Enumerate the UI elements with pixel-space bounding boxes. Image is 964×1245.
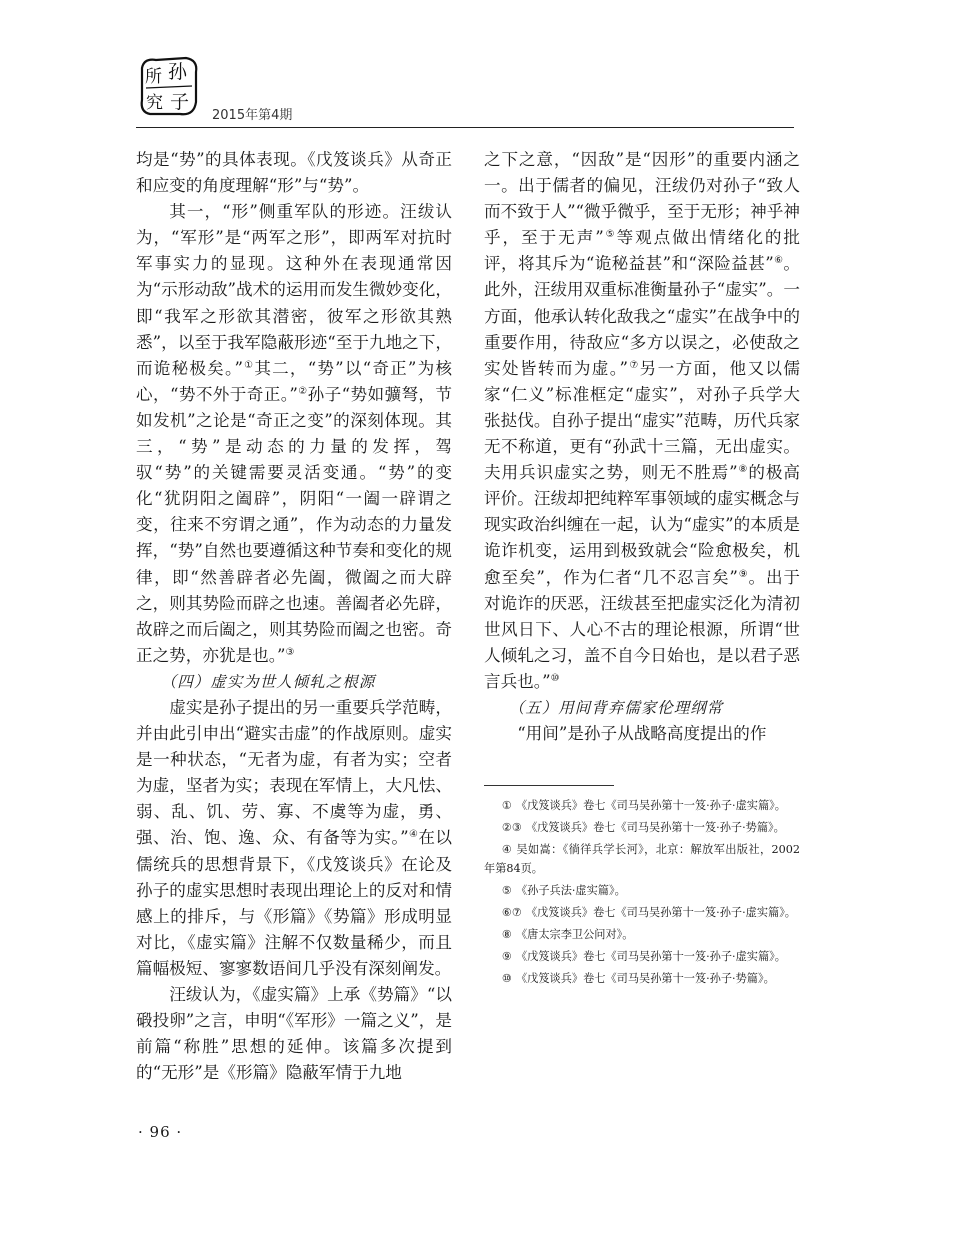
footnote-mark: ④: [501, 843, 513, 856]
footnote-ref[interactable]: ①: [242, 359, 255, 371]
footnote-text: 《戊笈谈兵》卷七《司马吴孙第十一笈·孙子·虚实篇》。: [515, 949, 786, 963]
header-rule: [136, 127, 794, 128]
footnote-mark: ⑩: [501, 971, 512, 985]
footnote-mark: ①: [501, 799, 512, 812]
svg-text:子: 子: [170, 91, 190, 113]
footnote-ref[interactable]: ⑤: [603, 229, 617, 241]
footnote-item: [484, 948, 800, 967]
footnote-ref[interactable]: ⑥: [773, 255, 784, 267]
footnote-item: [484, 797, 800, 816]
right-column: [484, 147, 800, 747]
footnotes: [484, 797, 800, 992]
footnote-mark: ⑨: [501, 949, 512, 963]
journal-logo: [136, 54, 202, 120]
svg-text:究: 究: [146, 93, 163, 113]
footnote-ref[interactable]: ②: [297, 385, 308, 397]
paragraph: 虚实是孙子提出的另一重要兵学范畴，并由此引申出“避实击虚”的作战原则。虚实是一种状态，“无者为虚，有者为实；空者为虚，坚者为实；表现在军情上，大凡怯、弱、乱、饥、劳、寡、不虞等为虚，勇、强、治、饱、逸、众、有备等为实。”④在以儒统兵的思想背景下，《戊笈谈兵》在论及孙子的虚实思想时表现出理论上的反对和情感上的排斥，与《形篇》《势篇》形成明显对比，《虚实篇》注解不仅数量稀少，而且篇幅极短、寥寥数语间几乎没有深刻阐发。: [136, 697, 453, 978]
footnote-text: 《戊笈谈兵》卷七《司马吴孙第十一笈·孙子·虚实篇》。: [515, 799, 786, 812]
section-heading: （五）用间背弃儒家伦理纲常: [508, 698, 724, 717]
paragraph: 之下之意，“因敌”是“因形”的重要内涵之一。出于儒者的偏见，汪绂仍对孙子“致人而不致于人”“微乎微乎，至于无形；神乎神乎，至于无声”⑤等观点做出情绪化的批评，将其斥为“诡秘益甚”和“深险益甚”⑥。此外，汪绂用双重标准衡量孙子“虚实”。一方面，他承认转化敌我之“虚实”在战争中的重要作用，待敌应“多方以误之，必使敌之实处皆转而为虚。”⑦另一方面，他又以儒家“仁义”标准框定“虚实”，对孙子兵学大张挞伐。自孙子提出“虚实”范畴，历代兵家无不称道，更有“孙武十三篇，无出虚实。夫用兵识虚实之势，则无不胜焉”⑧的极高评价。汪绂却把纯粹军事领域的虚实概念与现实政治纠缠在一起，认为“虚实”的本质是诡诈机变，运用到极致就会“险愈极矣，机愈至矣”，作为仁者“几不忍言矣”⑨。出于对诡诈的厌恶，汪绂甚至把虚实泛化为清初世风日下、人心不古的理论根源，所谓“世人倾轧之习，盖不自今日始也，是以君子恶言兵也。”⑩: [484, 150, 801, 691]
footnote-mark: ⑤: [501, 883, 512, 897]
footnote-ref[interactable]: ④: [408, 829, 419, 841]
page-number: · 96 ·: [138, 1123, 183, 1141]
footnote-text: 《戊笈谈兵》卷七《司马吴孙第十一笈·孙子·势篇》。: [525, 821, 785, 834]
footnote-item: [484, 926, 800, 945]
footnote-mark: ⑧: [501, 927, 512, 941]
footnote-text: 《孙子兵法·虚实篇》。: [515, 883, 626, 897]
paragraph: 汪绂认为，《虚实篇》上承《势篇》“以碫投卵”之言，申明“《军形》一篇之义”，是前篇“称胜”思想的延伸。该篇多次提到的“无形”是《形篇》隐蔽军情于九地: [136, 985, 452, 1083]
footnote-text: 《唐太宗李卫公问对》。: [515, 927, 634, 941]
footnote-ref[interactable]: ⑦: [627, 359, 640, 371]
paragraph: 均是“势”的具体表现。《戊笈谈兵》从奇正和应变的角度理解“形”与“势”。: [136, 150, 452, 196]
footnote-item: [484, 970, 800, 989]
footnote-ref[interactable]: ⑧: [737, 464, 749, 476]
footnote-mark: ②③: [501, 821, 522, 834]
svg-text:所: 所: [145, 67, 162, 87]
section-heading: （四）虚实为世人倾轧之根源: [160, 672, 376, 691]
paragraph: 其一，“形”侧重军队的形迹。汪绂认为，“军形”是“两军之形”，即两军对抗时军事实力的显现。这种外在表现通常因为“示形动敌”战术的运用而发生微妙变化，即“我军之形欲其潜密，彼军之形欲其熟悉”，以至于我军隐蔽形迹“至于九地之下，而诡秘极矣。”①其二，“势”以“奇正”为核心，“势不外于奇正。”②孙子“势如彍弩，节如发机”之论是“奇正之变”的深刻体现。其三，“势”是动态的力量的发挥，驾驭“势”的关键需要灵活变通。“势”的变化“犹阴阳之阖辟”，阴阳“一阖一辟谓之变，往来不穷谓之通”，作为动态的力量发挥，“势”自然也要遵循这种节奏和变化的规律，即“然善辟者必先阖，微阖之而大辟之，则其势险而辟之也速。善阖者必先辟，故辟之而后阖之，则其势险而阖之也密。奇正之势，亦犹是也。”③: [136, 202, 453, 665]
footnote-ref[interactable]: ③: [285, 646, 295, 658]
svg-text:孙: 孙: [168, 61, 188, 83]
issue-label: 2015年第4期: [212, 108, 293, 123]
paragraph: “用间”是孙子从战略高度提出的作: [517, 724, 767, 744]
left-column: [136, 147, 452, 1086]
footnote-text: 《戊笈谈兵》卷七《司马吴孙第十一笈·孙子·势篇》。: [515, 971, 775, 985]
footnote-item: [484, 882, 800, 901]
footnote-mark: ⑥⑦: [501, 905, 522, 919]
footnote-ref[interactable]: ⑨: [737, 568, 749, 580]
footnote-ref[interactable]: ⑩: [550, 672, 560, 684]
footnote-item: [484, 841, 800, 878]
footnote-item: [484, 819, 800, 838]
footnote-rule: [484, 785, 614, 786]
footnote-text: 吴如嵩：《徜徉兵学长河》，北京：解放军出版社，2002年第84页。: [484, 843, 801, 875]
footnote-text: 《戊笈谈兵》卷七《司马吴孙第十一笈·孙子·虚实篇》。: [525, 905, 796, 919]
footnote-item: [484, 904, 800, 923]
